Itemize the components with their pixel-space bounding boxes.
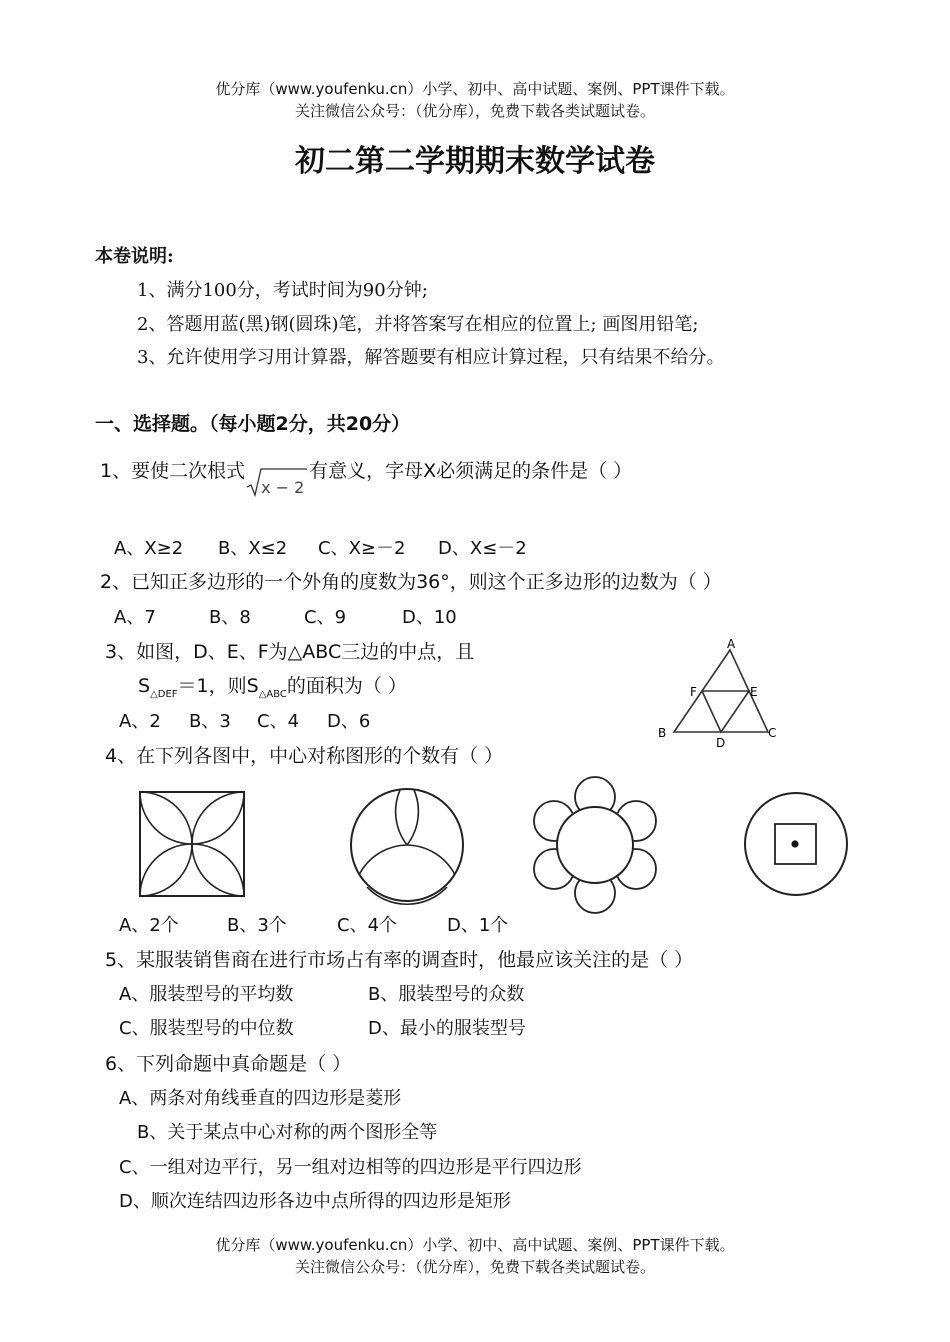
- q2-option-a: A、7: [114, 607, 156, 628]
- q3-s-1: S: [138, 675, 151, 697]
- intro-item-2: 2、答题用蓝(黑)钢(圆珠)笔，并将答案写在相应的位置上; 画图用铅笔;: [137, 314, 699, 335]
- q3-line-1: 3、如图，D、E、F为△ABC三边的中点，且: [105, 641, 475, 663]
- triangle-figure: [650, 635, 790, 750]
- q1-option-b: B、X≤2: [218, 538, 288, 559]
- q6-option-d: D、顺次连结四边形各边中点所得的四边形是矩形: [119, 1191, 511, 1212]
- q1-option-c: C、X≥－2: [318, 538, 406, 559]
- q6-option-b: B、关于某点中心对称的两个图形全等: [137, 1122, 438, 1143]
- q1-text-before: 1、要使二次根式: [100, 460, 246, 482]
- q3-line-2: [138, 671, 407, 700]
- footer-line-2: 关注微信公众号：（优分库），免费下载各类试题试卷。: [294, 1258, 655, 1276]
- label-d: D: [716, 736, 726, 750]
- label-f: F: [690, 685, 697, 699]
- header-line-2: 关注微信公众号：（优分库），免费下载各类试题试卷。: [294, 102, 655, 120]
- q1-options: [114, 534, 527, 560]
- label-c: C: [768, 726, 777, 740]
- q4-figure-circle-arcs: [345, 783, 470, 908]
- q3-options: [119, 707, 370, 733]
- q1-option-a: A、X≥2: [114, 538, 184, 559]
- q1-text: [100, 456, 633, 497]
- q3-option-a: A、2: [119, 711, 161, 732]
- q1-radicand: x − 2: [261, 478, 305, 497]
- footer-line-1: 优分库（www.youfenku.cn）小学、初中、高中试题、案例、PPT课件下载。: [215, 1236, 735, 1254]
- q1-radical: [245, 469, 309, 497]
- q6-option-c: C、一组对边平行，另一组对边相等的四边形是平行四边形: [119, 1157, 582, 1178]
- q5-options-row-1: [119, 980, 524, 1006]
- intro-item-1: 1、满分100分，考试时间为90分钟;: [137, 280, 428, 301]
- q3-s-2: S: [246, 675, 259, 697]
- intro-item-3: 3、允许使用学习用计算器，解答题要有相应计算过程，只有结果不给分。: [137, 347, 725, 368]
- q5-text: 5、某服装销售商在进行市场占有率的调查时，他最应该关注的是（ ）: [105, 949, 694, 971]
- q4-option-b: B、3个: [227, 915, 287, 936]
- q3-line-2-end: 的面积为（ ）: [286, 675, 407, 697]
- q2-text: 2、已知正多边形的一个外角的度数为36°，则这个正多边形的边数为（ ）: [100, 571, 722, 593]
- q4-options: [119, 911, 508, 937]
- q3-mid: ＝1，则: [177, 675, 247, 697]
- q5-option-d: D、最小的服装型号: [368, 1018, 526, 1039]
- q4-figure-square-petals: [130, 782, 255, 907]
- q6-text: 6、下列命题中真命题是（ ）: [105, 1053, 352, 1075]
- q5-options-row-2: [119, 1014, 526, 1040]
- q2-options: [114, 603, 457, 629]
- q3-option-c: C、4: [257, 711, 300, 732]
- triangle-def: [702, 691, 749, 732]
- q4-figure-coin: [742, 790, 852, 900]
- q3-sub-def: △DEF: [150, 688, 178, 700]
- section-1-heading: 一、选择题。（每小题2分，共20分）: [95, 413, 411, 435]
- q5-option-a: A、服装型号的平均数: [119, 984, 294, 1005]
- page-title: 初二第二学期期末数学试卷: [295, 144, 655, 179]
- header-line-1: 优分库（www.youfenku.cn）小学、初中、高中试题、案例、PPT课件下载。: [215, 80, 735, 98]
- q1-option-d: D、X≤－2: [438, 538, 527, 559]
- label-e: E: [750, 685, 758, 699]
- q4-option-d: D、1个: [447, 915, 509, 936]
- q5-option-c: C、服装型号的中位数: [119, 1018, 294, 1039]
- label-b: B: [658, 726, 667, 740]
- q4-text: 4、在下列各图中，中心对称图形的个数有（ ）: [105, 745, 504, 767]
- q3-option-d: D、6: [327, 711, 371, 732]
- q4-option-c: C、4个: [337, 915, 398, 936]
- q2-option-d: D、10: [402, 607, 457, 628]
- q2-option-b: B、8: [209, 607, 251, 628]
- label-a: A: [727, 637, 736, 651]
- q6-option-a: A、两条对角线垂直的四边形是菱形: [119, 1088, 402, 1109]
- q4-option-a: A、2个: [119, 915, 179, 936]
- q3-option-b: B、3: [189, 711, 231, 732]
- intro-heading: 本卷说明:: [95, 246, 174, 267]
- q2-option-c: C、9: [304, 607, 347, 628]
- q4-figure-flower: [525, 775, 665, 915]
- q3-sub-abc: △ABC: [258, 688, 287, 700]
- q5-option-b: B、服装型号的众数: [368, 984, 525, 1005]
- q1-text-after: 有意义，字母X必须满足的条件是（ ）: [309, 460, 633, 482]
